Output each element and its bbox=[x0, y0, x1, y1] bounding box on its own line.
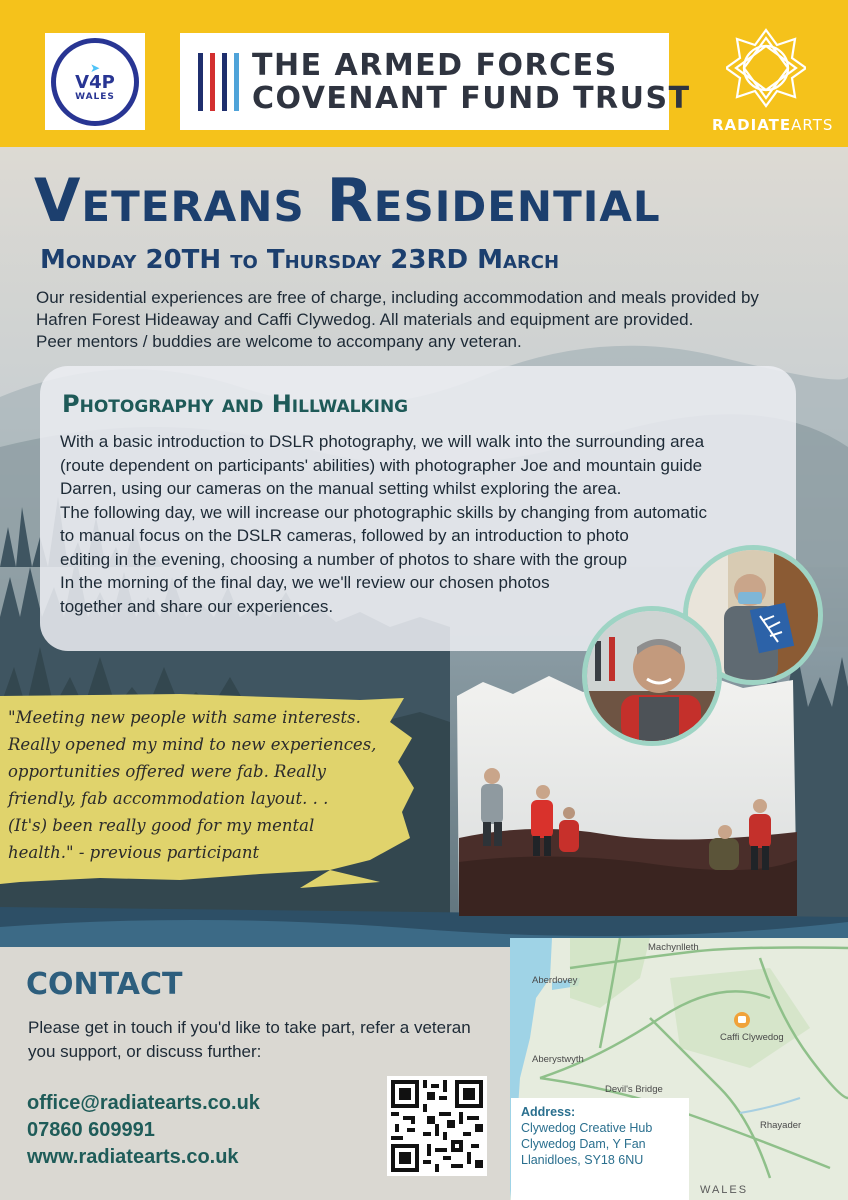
map-label-aberdovey: Aberdovey bbox=[532, 975, 578, 986]
address-box bbox=[511, 1098, 689, 1200]
activity-line: together and share our experiences. bbox=[60, 596, 334, 616]
quote-line: (It's) been really good for my mental bbox=[8, 816, 315, 835]
contact-details bbox=[27, 1090, 357, 1171]
v4p-logo-ring bbox=[51, 38, 139, 126]
activity-line: Darren, using our cameras on the manual setting whilst exploring the area. bbox=[60, 479, 622, 498]
event-title: Veterans Residential bbox=[34, 166, 661, 236]
radiate-arts-logo bbox=[712, 28, 834, 138]
activity-heading: Photography and Hillwalking bbox=[62, 390, 409, 418]
testimonial-quote bbox=[0, 692, 420, 892]
activity-line: In the morning of the final day, we we'll review our chosen photos bbox=[60, 573, 550, 592]
contact-description bbox=[28, 1016, 508, 1063]
activity-line: With a basic introduction to DSLR photography, we will walk into the surrounding area bbox=[60, 432, 705, 451]
email-link[interactable]: office@radiatearts.co.uk bbox=[27, 1092, 260, 1114]
map-label-machynlleth: Machynlleth bbox=[648, 942, 699, 953]
map-label-wales: WALES bbox=[700, 1184, 749, 1196]
arts-word: ARTS bbox=[791, 116, 834, 134]
map-label-devils-bridge: Devil's Bridge bbox=[605, 1084, 663, 1095]
intro-paragraph bbox=[36, 287, 826, 353]
radiate-sun-icon bbox=[726, 28, 806, 108]
radiate-arts-wordmark bbox=[712, 116, 834, 134]
intro-line: Hafren Forest Hideaway and Caffi Clywedog. All materials and equipment are provided. bbox=[36, 310, 694, 329]
activity-line: to manual focus on the DSLR cameras, followed by an introduction to photo bbox=[60, 526, 629, 545]
armed-forces-covenant-logo bbox=[180, 33, 691, 130]
v4p-wales-logo bbox=[45, 33, 145, 130]
quote-line: Really opened my mind to new experiences, bbox=[8, 735, 377, 754]
phone-number[interactable]: 07860 609991 bbox=[27, 1119, 155, 1141]
participant-selfie-photo bbox=[582, 606, 722, 746]
flag-stripes-icon bbox=[194, 53, 244, 111]
activity-line: editing in the evening, choosing a number of photos to share with the group bbox=[60, 549, 628, 569]
contact-line: Please get in touch if you'd like to take part, refer a veteran bbox=[28, 1018, 471, 1037]
funder-line-1: THE ARMED FORCES bbox=[252, 48, 618, 83]
quote-line: health." - previous participant bbox=[8, 843, 260, 862]
map-label-rhayader: Rhayader bbox=[760, 1120, 802, 1131]
activity-line: The following day, we will increase our photographic skills by changing from automatic bbox=[60, 502, 707, 522]
address-label: Address: bbox=[521, 1105, 576, 1119]
contact-line: you support, or discuss further: bbox=[28, 1041, 262, 1061]
website-link[interactable]: www.radiatearts.co.uk bbox=[27, 1146, 239, 1168]
radiate-word: RADIATE bbox=[712, 116, 792, 134]
quote-line: "Meeting new people with same interests. bbox=[8, 708, 361, 727]
address-line: Clywedog Creative Hub bbox=[521, 1121, 653, 1135]
address-line: Clywedog Dam, Y Fan bbox=[521, 1137, 646, 1151]
map-label-aberystwyth: Aberystwyth bbox=[532, 1054, 584, 1065]
v4p-logo-subtitle: WALES bbox=[75, 91, 115, 102]
qr-code-icon[interactable] bbox=[387, 1076, 487, 1176]
activity-line: (route dependent on participants' abilities) with photographer Joe and mountain guide bbox=[60, 455, 703, 475]
quote-line: opportunities offered were fab. Really bbox=[8, 762, 326, 781]
v4p-logo-title: V4P bbox=[75, 71, 115, 93]
map-label-caffi-clywedog: Caffi Clywedog bbox=[720, 1032, 784, 1043]
event-dates: Monday 20TH to Thursday 23RD March bbox=[40, 245, 560, 275]
intro-line: Our residential experiences are free of charge, including accommodation and meals provided by bbox=[36, 288, 759, 307]
bird-icon: ➤ bbox=[89, 60, 101, 75]
quote-line: friendly, fab accommodation layout. . . bbox=[8, 789, 329, 808]
header-band bbox=[0, 0, 848, 147]
intro-line: Peer mentors / buddies are welcome to accompany any veteran. bbox=[36, 332, 522, 351]
address-line: Llanidloes, SY18 6NU bbox=[521, 1153, 644, 1167]
contact-heading: CONTACT bbox=[26, 967, 183, 1002]
funder-line-2: COVENANT FUND TRUST bbox=[252, 81, 691, 116]
